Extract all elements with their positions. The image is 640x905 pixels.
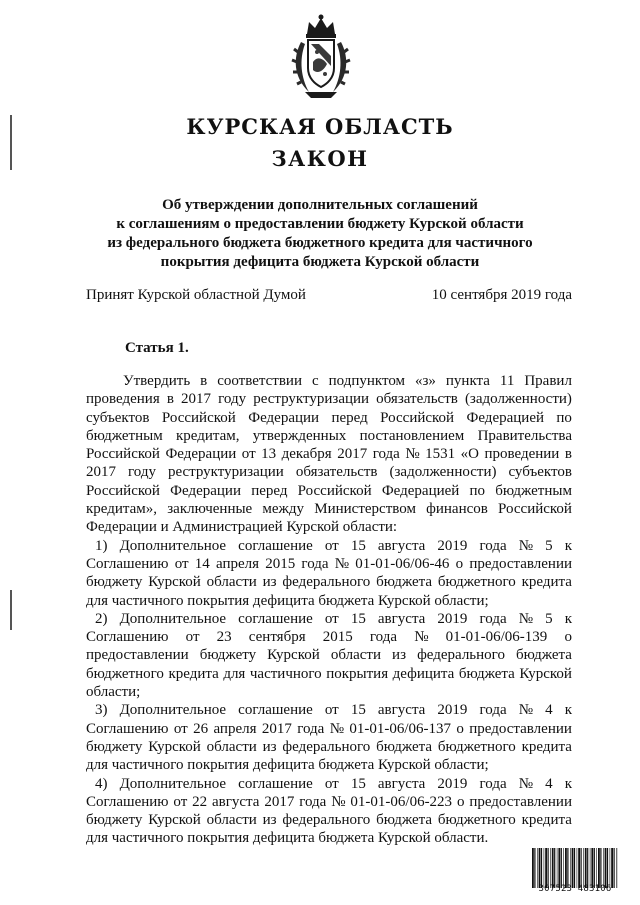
body-line: для частичного покрытия дефицита бюджета Курской области; [86,757,489,774]
title-line: Об утверждении дополнительных соглашений [162,197,478,213]
title-line: покрытия дефицита бюджета Курской области [160,254,480,270]
article-heading: Статья 1. [125,340,189,356]
body-line: Утвердить в соответствии с подпунктом «з» пункта 11 Правил [123,373,572,389]
body-line: бюджетным кредитам, утвержденных постановлением Правительства [86,427,572,444]
body-line: Федерации и Администрацией Курской области: [86,519,398,536]
body-line: Российской Федерации перед Российской Федерацией по бюджетным [86,482,572,499]
body-line: субъектов Российской Федерации перед Российской Федерацией по [86,409,572,426]
body-line: Соглашению от 14 апреля 2015 года № 01-01-06/06-46 о предоставлении [86,555,572,572]
title-line: к соглашениям о предоставлении бюджету Курской области [116,216,524,232]
region-heading: КУРСКАЯ ОБЛАСТЬ [186,114,454,139]
body-line: Соглашению от 26 апреля 2017 года № 01-01-06/06-137 о предоставлении [86,720,572,737]
barcode-icon [532,848,618,888]
body-line: предоставлении бюджету Курской области из федерального бюджета [86,647,572,664]
scan-edge-mark [10,115,12,170]
adopted-by: Принят Курской областной Думой [86,287,306,303]
body-line: 2) Дополнительное соглашение от 15 августа 2019 года № 5 к [95,610,572,627]
adoption-date: 10 сентября 2019 года [431,287,572,303]
body-line: бюджетного кредита для частичного покрытия дефицита бюджета Курской [86,665,572,682]
body-line: Соглашению от 23 сентября 2015 года № 01-01-06/06-139 о [86,629,572,646]
article-body [86,372,572,848]
body-line: бюджету Курской области из федерального бюджета бюджетного кредита [86,574,572,591]
law-heading: ЗАКОН [271,146,369,171]
barcode-number: 307523 483106 [538,884,612,894]
body-line: Соглашению от 22 августа 2017 года № 01-01-06/06-223 о предоставлении [86,793,572,810]
body-line: области; [86,684,141,701]
body-line: проведения в 2017 году реструктуризации обязательств (задолженности) [86,391,572,408]
body-line: 2017 году реструктуризации обязательств (задолженности) субъектов [86,464,572,481]
body-line: Российской Федерации от 13 декабря 2017 года № 1531 «О проведении в [86,446,572,463]
body-line: кредитам», заключенные между Министерством финансов Российской [86,501,572,518]
body-line: бюджету Курской области из федерального бюджета бюджетного кредита [86,812,572,829]
body-line: для частичного покрытия дефицита бюджета Курской области. [86,830,489,847]
title-line: из федерального бюджета бюджетного кредита для частичного [107,235,533,251]
body-line: для частичного покрытия дефицита бюджета Курской области; [86,592,489,609]
law-title [0,196,640,272]
scan-edge-mark [10,590,12,630]
body-line: 1) Дополнительное соглашение от 15 августа 2019 года № 5 к [95,537,572,554]
coat-of-arms-icon [291,12,351,100]
body-line: 4) Дополнительное соглашение от 15 августа 2019 года № 4 к [95,775,572,792]
body-line: 3) Дополнительное соглашение от 15 августа 2019 года № 4 к [95,702,572,719]
body-line: бюджету Курской области из федерального бюджета бюджетного кредита [86,738,572,755]
